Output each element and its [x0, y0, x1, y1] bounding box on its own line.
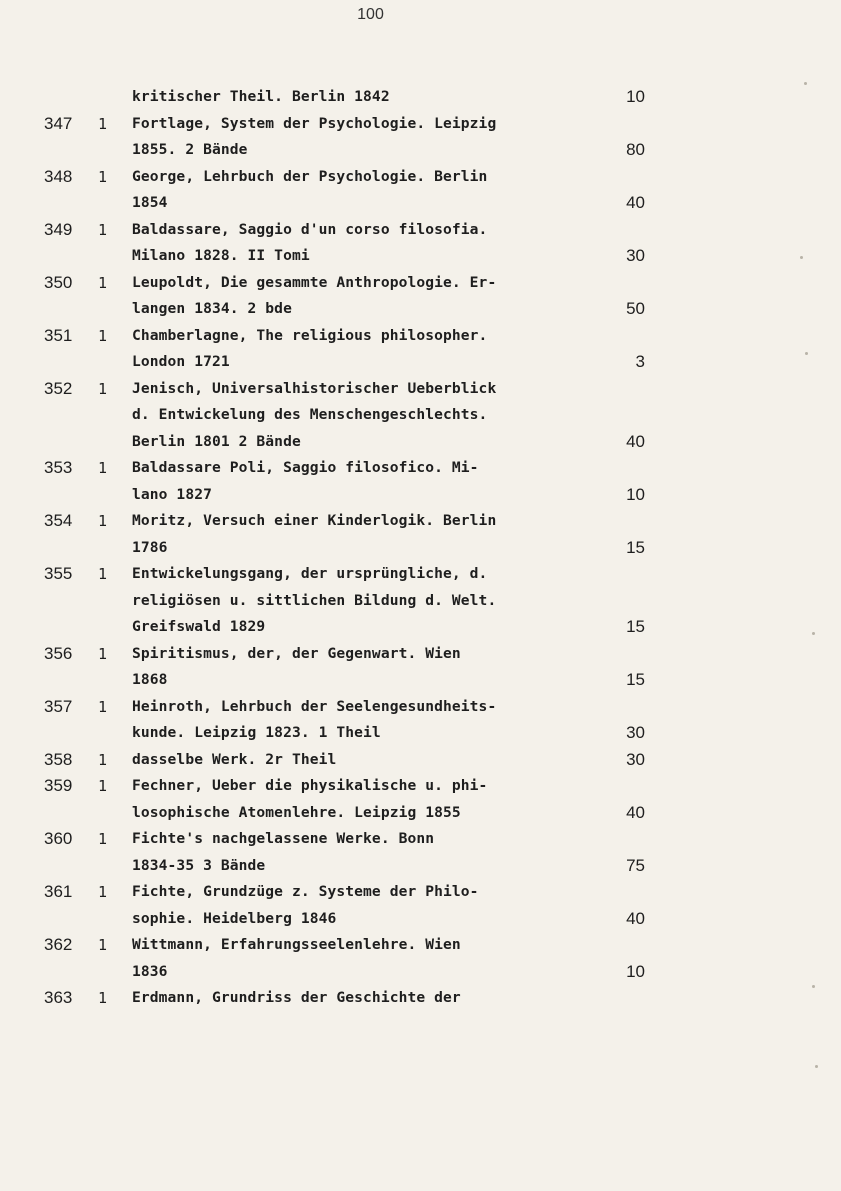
- entry-description: [132, 323, 602, 376]
- entry-price: 30: [626, 723, 645, 742]
- entry-price: 80: [626, 140, 645, 159]
- entry-description: [132, 111, 602, 164]
- page-number: 100: [357, 6, 384, 23]
- entry-price: 10: [626, 87, 645, 106]
- paper-speck: [804, 82, 807, 85]
- entry-number: 355: [44, 564, 73, 583]
- entry-quantity: 1: [98, 114, 108, 133]
- entry-price: 40: [626, 193, 645, 212]
- entry-price: 15: [626, 670, 645, 689]
- entry-quantity: 1: [98, 830, 108, 848]
- entry-number: 353: [44, 458, 73, 477]
- entry-number: 359: [44, 776, 73, 795]
- catalog-entry: [0, 323, 841, 376]
- entry-description-line: Baldassare Poli, Saggio filosofico. Mi-: [132, 459, 479, 476]
- entry-description-line: kritischer Theil. Berlin 1842: [132, 88, 390, 105]
- entry-number: 354: [44, 511, 73, 530]
- catalog-entry: [0, 111, 841, 164]
- entry-price: 30: [626, 749, 645, 769]
- entry-price: 40: [626, 802, 645, 822]
- entry-number: 360: [44, 829, 73, 848]
- entry-description-line: 1854: [132, 194, 168, 211]
- paper-speck: [805, 352, 808, 355]
- catalog-entry: [0, 932, 841, 985]
- entry-description-line: Fichte, Grundzüge z. Systeme der Philo-: [132, 883, 479, 900]
- entry-quantity: 1: [98, 565, 108, 583]
- entry-quantity: 1: [98, 936, 108, 954]
- entry-price: 30: [626, 246, 645, 265]
- entry-description-line: Milano 1828. II Tomi: [132, 247, 310, 264]
- entry-description-line: Fechner, Ueber die physikalische u. phi-: [132, 777, 488, 794]
- entry-quantity: 1: [98, 750, 108, 769]
- catalog-entry: [0, 217, 841, 270]
- catalog-entry: [0, 773, 841, 826]
- entry-description: [132, 84, 602, 111]
- entry-number: 356: [44, 643, 73, 663]
- entry-description-line: Berlin 1801 2 Bände: [132, 432, 301, 450]
- entry-number: 348: [44, 166, 73, 186]
- entry-description: [132, 561, 602, 641]
- entry-description-line: Leupoldt, Die gesammte Anthropologie. Er-: [132, 273, 497, 291]
- entry-price: 15: [626, 537, 645, 557]
- entry-description-line: Greifswald 1829: [132, 618, 266, 635]
- entry-quantity: 1: [98, 379, 108, 398]
- entry-quantity: 1: [98, 512, 108, 530]
- entry-description-line: Wittmann, Erfahrungsseelenlehre. Wien: [132, 936, 461, 953]
- entry-description: [132, 270, 602, 323]
- entry-price: 75: [626, 855, 645, 875]
- entry-description-line: Moritz, Versuch einer Kinderlogik. Berlin: [132, 512, 497, 529]
- entry-description-line: Chamberlagne, The religious philosopher.: [132, 326, 488, 344]
- paper-speck: [812, 985, 815, 988]
- catalog-entry: [0, 508, 841, 561]
- entry-description-line: 1836: [132, 962, 168, 980]
- entry-description: [132, 826, 602, 879]
- entry-description: [132, 773, 602, 826]
- entry-price: 40: [626, 431, 645, 451]
- entry-description: [132, 217, 602, 270]
- entry-description-line: Baldassare, Saggio d'un corso filosofia.: [132, 220, 488, 238]
- entry-description: [132, 879, 602, 932]
- catalog-entry: [0, 376, 841, 456]
- entry-description: [132, 508, 602, 561]
- entry-description: [132, 985, 602, 1012]
- entry-number: 351: [44, 325, 73, 345]
- entry-number: 357: [44, 696, 73, 716]
- entry-price: 15: [626, 617, 645, 636]
- entry-description-line: 1855. 2 Bände: [132, 141, 248, 158]
- entry-description-line: Heinroth, Lehrbuch der Seelengesundheits-: [132, 697, 497, 715]
- entry-quantity: 1: [98, 459, 108, 477]
- entry-description: [132, 694, 602, 747]
- catalog-entry: [0, 641, 841, 694]
- entry-description: [132, 747, 602, 774]
- catalog-entry: [0, 561, 841, 641]
- entry-price: 3: [635, 352, 645, 371]
- entry-description-line: Fichte's nachgelassene Werke. Bonn: [132, 830, 435, 847]
- catalog-entry: [0, 879, 841, 932]
- entry-description-line: losophische Atomenlehre. Leipzig 1855: [132, 803, 461, 821]
- catalog-entry: [0, 747, 841, 774]
- entry-quantity: 1: [98, 697, 108, 716]
- entry-description-line: lano 1827: [132, 485, 212, 503]
- entry-number: 362: [44, 935, 73, 954]
- catalog-entry: [0, 84, 841, 111]
- catalog-listing: [0, 84, 841, 1012]
- entry-number: 349: [44, 219, 73, 239]
- entry-quantity: 1: [98, 644, 108, 663]
- entry-description: [132, 376, 602, 456]
- entry-price: 10: [626, 961, 645, 981]
- entry-quantity: 1: [98, 326, 108, 345]
- entry-description-line: 1868: [132, 671, 168, 688]
- entry-description-line: 1834-35 3 Bände: [132, 856, 266, 874]
- paper-speck: [812, 632, 815, 635]
- entry-number: 347: [44, 113, 73, 133]
- entry-quantity: 1: [98, 989, 108, 1007]
- entry-number: 361: [44, 882, 73, 901]
- entry-description-line: langen 1834. 2 bde: [132, 300, 292, 317]
- entry-price: 10: [626, 484, 645, 504]
- entry-quantity: 1: [98, 167, 108, 186]
- entry-description-line: kunde. Leipzig 1823. 1 Theil: [132, 724, 381, 741]
- entry-description-line: Entwickelungsgang, der ursprüngliche, d.: [132, 565, 488, 582]
- entry-number: 363: [44, 988, 73, 1007]
- entry-description-line: Spiritismus, der, der Gegenwart. Wien: [132, 644, 461, 662]
- entry-description-line: George, Lehrbuch der Psychologie. Berlin: [132, 167, 488, 185]
- entry-quantity: 1: [98, 220, 108, 239]
- entry-price: 40: [626, 908, 645, 928]
- entry-quantity: 1: [98, 777, 108, 795]
- entry-description-line: religiösen u. sittlichen Bildung d. Welt.: [132, 591, 497, 609]
- entry-description: [132, 641, 602, 694]
- catalog-entry: [0, 694, 841, 747]
- entry-description: [132, 164, 602, 217]
- entry-number: 350: [44, 272, 73, 292]
- entry-number: 352: [44, 378, 73, 398]
- entry-price: 50: [626, 299, 645, 318]
- entry-description-line: Jenisch, Universalhistorischer Ueberblick: [132, 379, 497, 397]
- entry-quantity: 1: [98, 273, 108, 292]
- entry-description-line: 1786: [132, 538, 168, 556]
- entry-number: 358: [44, 749, 73, 769]
- catalog-entry: [0, 985, 841, 1012]
- entry-description-line: sophie. Heidelberg 1846: [132, 909, 337, 927]
- entry-description-line: Erdmann, Grundriss der Geschichte der: [132, 989, 461, 1006]
- catalog-entry: [0, 455, 841, 508]
- catalog-entry: [0, 164, 841, 217]
- catalog-entry: [0, 826, 841, 879]
- entry-description: [132, 455, 602, 508]
- entry-description-line: Fortlage, System der Psychologie. Leipzig: [132, 114, 497, 132]
- catalog-entry: [0, 270, 841, 323]
- entry-description-line: d. Entwickelung des Menschengeschlechts.: [132, 406, 488, 423]
- entry-description-line: London 1721: [132, 353, 230, 370]
- entry-description: [132, 932, 602, 985]
- entry-quantity: 1: [98, 883, 108, 901]
- paper-speck: [815, 1065, 818, 1068]
- paper-speck: [800, 256, 803, 259]
- entry-description-line: dasselbe Werk. 2r Theil: [132, 750, 337, 768]
